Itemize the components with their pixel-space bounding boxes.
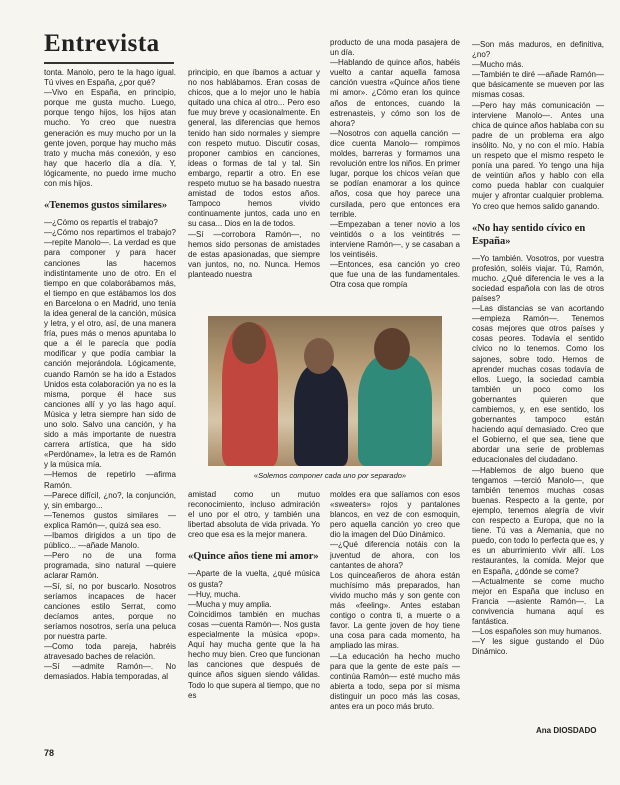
column-2-bottom (188, 490, 320, 701)
person-middle (294, 364, 348, 466)
paragraph: —Hemos de repetirlo —afirma Ramón. (44, 470, 176, 490)
paragraph: Los quinceañeros de ahora están muchísimo más preparados, han vivido mucho más y son gente con más «feeling». Antes estaban contigo o contra ti, a muerte o a favor. La gente joven de hoy tiene una cosa para cada momento, ha ampliado las miras. (330, 570, 460, 651)
paragraph: tonta. Manolo, pero te la hago igual. Tú vives en España, ¿por qué? (44, 68, 176, 88)
paragraph: —Vivo en España, en principio, porque me gusta mucho. Luego, porque tengo hijos, los hijos atan mucho. Yo creo que nuestra generación es muy mucho por un la gente joven, porque hay mucho más trato y mucha más conexión, y eso hay que hacerlo día a día. Y, lógicamente, no puedo irme mucho con mis hijos. (44, 88, 176, 189)
paragraph: —Sí —admite Ramón—. No demasiados. Había temporadas, al (44, 662, 176, 682)
paragraph: —Sí, sí, no por buscarlo. Nosotros seríamos incapaces de hacer canciones estilo Serrat, como decíamos antes, porque no seríamos nosotros, sería una peluca por nuestra parte. (44, 581, 176, 641)
column-3-bottom (330, 490, 460, 712)
paragraph: principio, en que íbamos a actuar y no nos hablábamos. Eran cosas de chicos, que a lo mejor uno le había quitado una chica al otro... Pero eso fue muy breve y ocasionalmente. En general, las diferencias que hemos tenido han sido normales y siempre con respeto mutuo. Discutir cosas, proponer cambios en canciones, ideas o formas de tal y tal. Sin embargo, repartir a otro. En ese respeto mutuo se ha basado nuestra amistad de todos estos años. Tampoco hemos vivido continuamente juntos, cada uno en su casa... Dios en la de todos. (188, 68, 320, 229)
paragraph: producto de una moda pasajera de un día. (330, 38, 460, 58)
paragraph: —Mucho más. (472, 60, 524, 70)
subheading-sentido-civico: «No hay sentido cívico en España» (472, 222, 586, 247)
paragraph: —Yo también. Vosotros, por vuestra profesión, soléis viajar. Tú, Ramón, mucho. ¿Qué diferencia le ves a la sociedad española con las de otros países? (472, 253, 604, 303)
paragraph: —Hablemos de algo bueno que tengamos —terció Manolo—, que también tenemos muchas cosas buenas. Respecto a la gente, por ejemplo, tenemos alegría de vivir con respecto a Europa, que no la tiene. Tú vas a Alemania, que no puedo, con todo lo perfecta que es, y es un aburrimiento vivir allí. Los restaurantes, la comida. Mejor que en España, ¿dónde se come? (472, 465, 604, 576)
paragraph: Coincidimos también en muchas cosas —cuenta Ramón—. Nos gusta especialmente la música «pop». Aquí hay mucha gente que la ha hecho muy bien. Creo que funcionan las canciones que después de quince años siguen siendo válidas. Todo lo que supera al tiempo, que no es (188, 609, 320, 700)
person-right (358, 354, 432, 466)
paragraph: —Nosotros con aquella canción —dice cuenta Manolo— rompimos moldes, barreras y formamos una revolución entre los niños. En primer lugar, porque los chicos veían que se podían enamorar a los quince años, cosa que hoy parece una cursilada, pero que entonces era terrible. (330, 128, 460, 219)
column-1 (44, 68, 176, 682)
section-title: Entrevista (44, 30, 160, 57)
paragraph: —Pero no de una forma programada, sino natural —quiere aclarar Ramón. (44, 551, 176, 581)
paragraph: —Mucha y muy amplia. (188, 599, 272, 609)
interview-photo (208, 316, 442, 466)
column-3-top (330, 38, 460, 290)
paragraph: —Actualmente se come mucho mejor en España que incluso en Francia —asiente Ramón—. La convivencia humana aquí es fantástica. (472, 576, 604, 626)
paragraph: —¿Cómo os repartís el trabajo? (44, 218, 158, 228)
paragraph: amistad como un mutuo reconocimiento, incluso admiración el uno por el otro, y también una libertad absoluta de vida privada. Yo creo que esa es la mejor manera. (188, 490, 320, 540)
paragraph: —Parece difícil, ¿no?, la conjunción, y, sin embargo... (44, 490, 176, 510)
paragraph: moldes era que salíamos con esos «sweaters» rojos y pantalones blancos, en vez de con esmoquin, pero aquella canción yo creo que dio la imagen del Dúo Dinámico. (330, 490, 460, 540)
paragraph: —Empezaban a tener novio a los veintidós o a los veintitrés —interviene Ramón—, y se casaban a los veintiséis. (330, 219, 460, 259)
paragraph: —También te diré —añade Ramón— que básicamente se mueven por las mismas cosas. (472, 70, 604, 100)
paragraph: —Aparte de la vuelta, ¿qué música os gusta? (188, 569, 320, 589)
person-left-head (232, 322, 266, 364)
paragraph: —Las distancias se van acortando —empieza Ramón—. Tenemos cosas mejores que otros países y cosas peores. Todavía el sentido cívico no lo tenemos. Como los sajones, sobre todo. Hemos de aprender muchas cosas todavía de ellos. Luego, la sociedad cambia también un poco como los gobernantes quieren que cambiemos, y, en ese sentido, los gobernantes tampoco están haciendo aquí demasiado. Creo que el Gobierno, el que sea, tiene que abordar una serie de problemas educacionales del ciudadano. (472, 304, 604, 465)
subheading-quince-anos: «Quince años tiene mi amor» (188, 551, 319, 563)
photo-caption: «Solemos componer cada uno por separado» (253, 471, 407, 480)
subheading-gustos: «Tenemos gustos similares» (44, 200, 168, 212)
page-number: 78 (44, 748, 55, 758)
paragraph: —Sí —corrobora Ramón—, no hemos sido personas de amistades de estas apasionadas, que siempre van juntos, no, no. Nunca. Hemos planteado nuestra (188, 229, 320, 279)
column-2-top (188, 68, 320, 280)
paragraph: —La educación ha hecho mucho para que la gente de este país —continúa Ramón— esté mucho más abierta a todo, sepa por sí misma distinguir un poco más las cosas, antes era un poco más bruto. (330, 651, 460, 711)
paragraph: —Entonces, esa canción yo creo que fue una de las fundamentales. Otra cosa que rompía (330, 260, 460, 290)
paragraph: —¿Cómo nos repartimos el trabajo? —repite Manolo—. La verdad es que para componer y para hacer canciones las hacemos indistintamente uno de otro. En el tiempo en que colaborábamos más, el tiempo en que estábamos los dos en Barcelona o en Madrid, uno tenía la idea general de la canción, música y letra, y el otro, así, de una manera fría, pues más o menos apuntaba lo que a él le parecía que podía modificar y que podía cambiar la canción mejorándola. Lógicamente, cuando Ramón se ha ido a Estados Unidos esta colaboración ya no es la misma, porque él hace sus canciones allí y yo las hago aquí. Música y letra siempre han sido de uno solo. Salvo una canción, y ha sido a más importante de nuestra carrera artística, que ha sido «Perdóname», la letra es de Ramón y la música mía. (44, 228, 176, 470)
paragraph: —Tenemos gustos similares —explica Ramón—, quizá sea eso. (44, 510, 176, 530)
person-right-head (374, 328, 410, 370)
title-rule (44, 62, 174, 64)
paragraph: —Pero hay más comunicación —interviene Manolo—. Antes una chica de quince años hablaba con su padre de un problema era algo insólito. No, y no con el mío. Había un respeto que el mismo respeto le ponía una pared. Yo tengo una hija de veintiún años y hablo con ella como pueda hablar con cualquier mujer y afrontar cualquier problema. Yo creo que hemos salido ganando. (472, 100, 604, 211)
paragraph: —Hablando de quince años, habéis vuelto a cantar aquella famosa canción vuestra «Quince años tiene mi amor». ¿Cómo eran los quince años de entonces, cuando la estrenasteis, y cómo son los de ahora? (330, 58, 460, 128)
paragraph: —Como toda pareja, habréis atravesado baches de relación. (44, 642, 176, 662)
person-middle-head (304, 338, 334, 374)
paragraph: —Son más maduros, en definitiva, ¿no? (472, 40, 604, 60)
paragraph: —Los españoles son muy humanos. (472, 627, 602, 637)
column-4 (472, 40, 604, 657)
paragraph: —Huy, mucha. (188, 589, 241, 599)
paragraph: —¿Qué diferencia notáis con la juventud de ahora, con los cantantes de ahora? (330, 540, 460, 570)
author-signature: Ana DIOSDADO (536, 726, 597, 735)
paragraph: —Ibamos dirigidos a un tipo de público... —añade Manolo. (44, 531, 176, 551)
paragraph: —Y les sigue gustando el Dúo Dinámico. (472, 637, 604, 657)
